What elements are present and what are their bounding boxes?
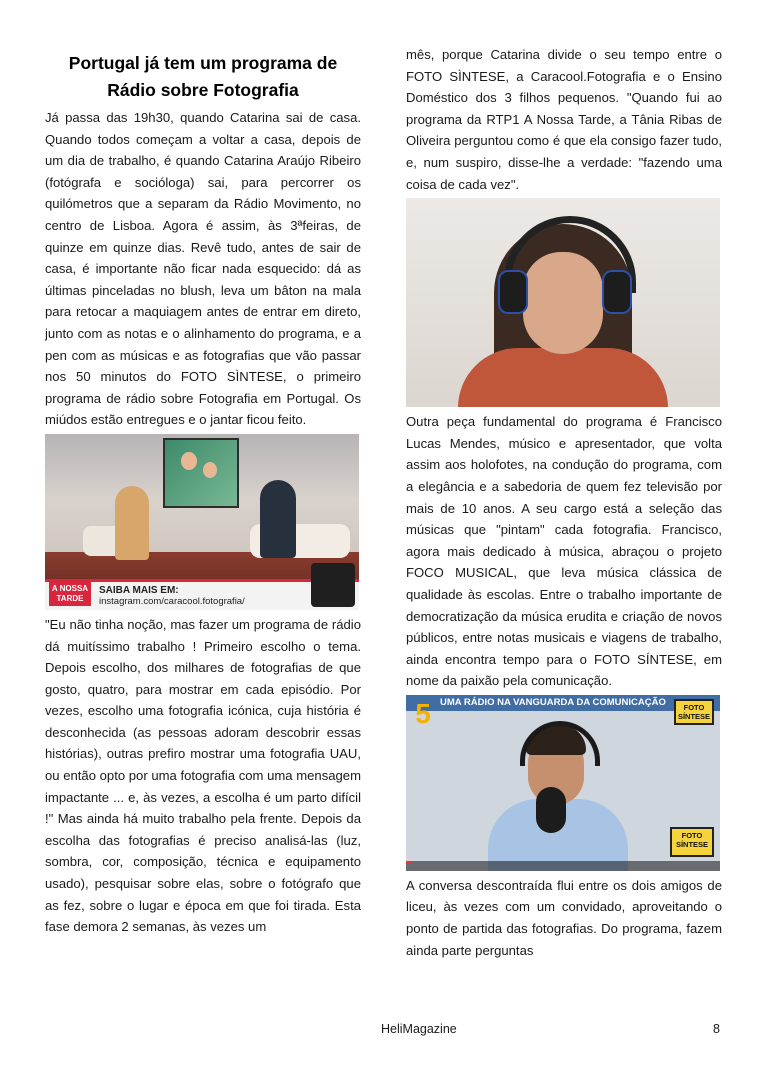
screen-face — [203, 462, 217, 478]
foto-sintese-badge-top — [674, 699, 714, 725]
video-progress — [406, 861, 412, 863]
sign-language-inset — [311, 563, 355, 607]
portrait-sweater — [458, 348, 668, 407]
paragraph-intro: Já passa das 19h30, quando Catarina sai de casa. Quando todos começam a voltar a casa, depois de um dia de trabalho, é quando Catarina Araújo Ribeiro (fotógrafa e socióloga) sai, para percorrer os quilómetros que a separam da Rádio Movimento, no centro de Lisboa. Agora é assim, às 3ªfeiras, de quinze em quinze dias. Revê tudo, antes de sair de casa, é importante não ficar nada esquecido: dá as últimas pinceladas no blush, leva um bâton na mala para retocar a maquiagem antes de entrar em direto, junto com as notas e o alinhamento do programa, e a pen com as músicas e as fotografias que vão passar nos 50 minutos do FOTO SÌNTESE, o primeiro programa de rádio sobre Fotografia em Portugal. Os miúdos estão entregues e o jantar ficou feito. — [45, 110, 361, 428]
radio-studio-photo — [406, 695, 720, 871]
microphone-icon — [536, 787, 566, 833]
screen-face — [181, 452, 197, 470]
magazine-name: HeliMagazine — [381, 1022, 457, 1036]
paragraph-francisco: Outra peça fundamental do programa é Francisco Lucas Mendes, músico e apresentador, que volta assim aos holofotes, na condução do programa, com a elegância e a sabedoria de quem fez televisão por mais de 10 anos. A seu cargo está a seleção das músicas que "pintam" cada fotografia. Francisco, agora mais dedicado à música, abraçou o projeto FOCO MUSICAL, que leva música clássica de qualidade às escolas. Entre o trabalho importante de democratização da música erudita e criação de novos públicos, entre notas musicais e viagens de trabalho, ainda encontra tempo para o FOTO SÍNTESE, em nome da paixão pela comunicação. — [406, 414, 722, 689]
title-line-2: Rádio sobre Fotografia — [107, 80, 299, 100]
left-column — [45, 44, 361, 938]
headphone-cup-left — [498, 270, 528, 314]
headset-icon — [520, 721, 600, 766]
guest-figure — [260, 480, 296, 558]
show-logo — [49, 582, 91, 606]
headphones-portrait-photo — [406, 198, 720, 407]
host-figure — [115, 486, 149, 560]
logo-line-1: A NOSSA — [51, 583, 89, 593]
badge-line-2: SÍNTESE — [677, 711, 711, 721]
logo-line-2: TARDE — [56, 593, 84, 603]
title-line-1: Portugal já tem um programa de — [68, 53, 338, 73]
article-title — [45, 50, 361, 104]
caption-url: instagram.com/caracool.fotografia/ — [99, 595, 245, 607]
paragraph-conversation: A conversa descontraída flui entre os dois amigos de liceu, às vezes com um convidado, aproveitando o ponto de partida das fotografias. Do programa, fazem ainda parte perguntas — [406, 877, 722, 958]
video-control-bar — [406, 861, 720, 871]
page-number: 8 — [713, 1022, 720, 1036]
studio-screen — [163, 438, 239, 508]
foto-sintese-badge-bottom — [670, 827, 714, 857]
station-number: 5 — [415, 697, 431, 729]
badge-line-2: SÍNTESE — [675, 839, 709, 849]
tv-studio-photo — [45, 434, 359, 610]
badge-line-1: FOTO — [681, 830, 703, 840]
right-column — [406, 44, 722, 961]
lower-third-caption — [99, 585, 245, 607]
paragraph-quote: "Eu não tinha noção, mas fazer um programa de rádio dá muitíssimo trabalho ! Primeiro escolho o tema. Depois escolho, dos milhares de fotografias de que gosto, quatro, para mostrar em cada episódio. Por vezes, escolho uma fotografia icónica, cuja história é desconhecida (as pessoas adoram descobrir essas histórias), outras prefiro mostrar uma fotografia UAU, ou então opto por uma fotografia com uma mensagem impactante ... e, às vezes, a escolha é um parto difícil !" Mas ainda há muito trabalho pela frente. Depois da escolha das fotografias é preciso analisá-las (luz, sombra, cor, composição, técnica e equipamento usado), pesquisar sobre elas, sobre o fotógrafo que as fez, sobre o lugar e época em que foi tirada. Esta fase demora 2 semanas, às vezes um — [45, 616, 361, 935]
badge-line-1: FOTO — [683, 702, 705, 712]
caption-heading: SAIBA MAIS EM: — [99, 584, 179, 596]
headphone-cup-right — [602, 270, 632, 314]
paragraph-continuation: mês, porque Catarina divide o seu tempo entre o FOTO SÌNTESE, a Caracool.Fotografia e o Ensino Doméstico dos 3 filhos pequenos. "Quando fui ao programa da RTP1 A Nossa Tarde, a Tânia Ribas de Oliveira perguntou como é que ela consigo fazer tudo, e, num suspiro, disse-lhe a verdade: "fazendo uma coisa de cada vez". — [406, 47, 722, 192]
radio-banner: UMA RÁDIO NA VANGUARDA DA COMUNICAÇÃO — [406, 695, 720, 711]
